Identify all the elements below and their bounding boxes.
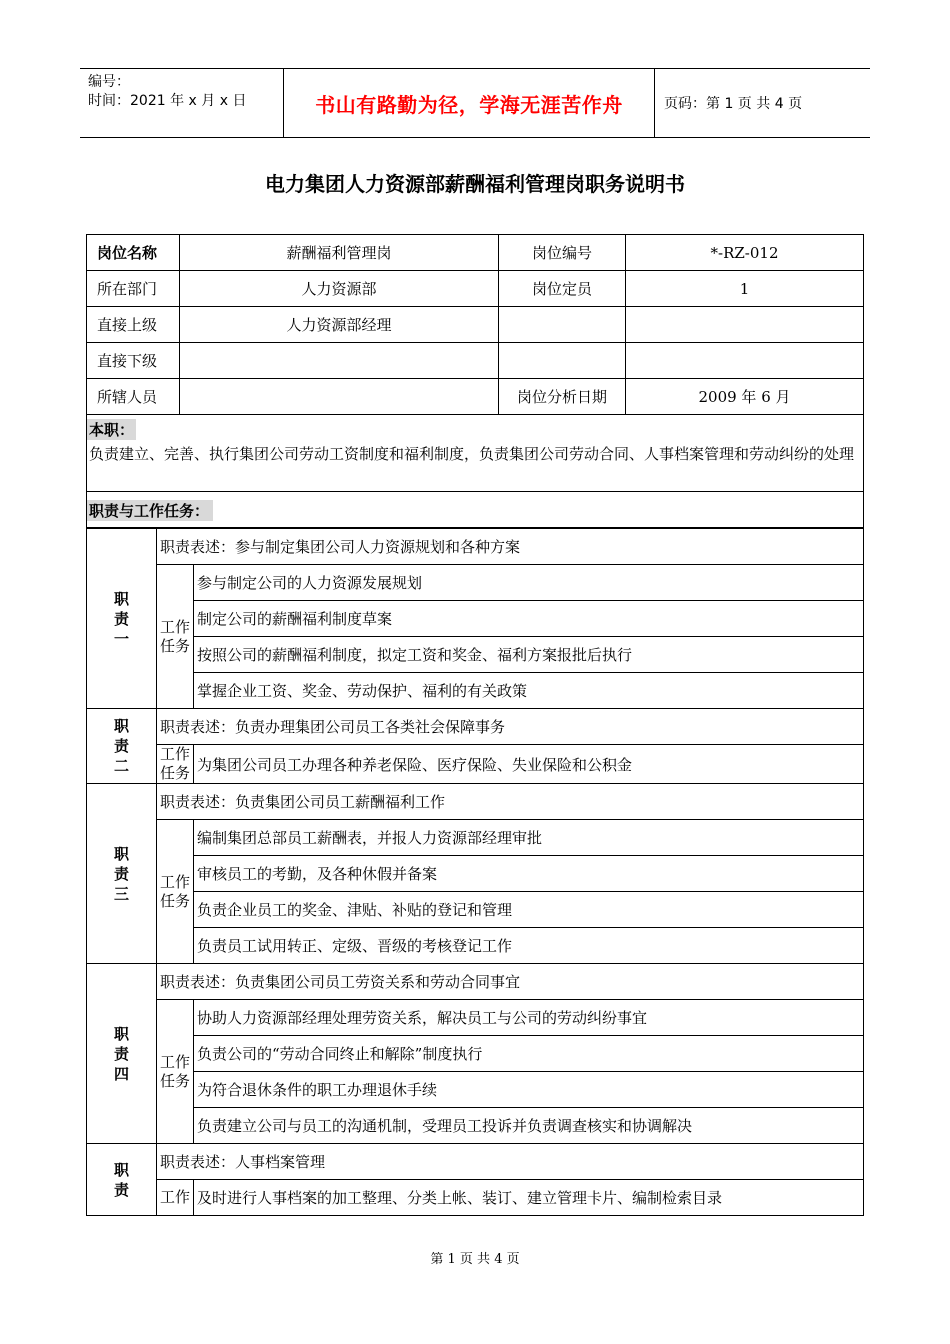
document-time: 时间：2021 年 x 月 x 日 (88, 93, 247, 109)
task-item: 参与制定公司的人力资源发展规划 (194, 565, 864, 601)
info-value: 人力资源部 (180, 271, 499, 307)
info-label (499, 307, 626, 343)
header-divider (654, 69, 655, 137)
task-item: 审核员工的考勤，及各种休假并备案 (194, 856, 864, 892)
info-label (499, 343, 626, 379)
duty-task-row (87, 565, 864, 601)
position-info-table (86, 234, 864, 415)
task-label: 工作 任务 (157, 745, 194, 784)
task-item: 制定公司的薪酬福利制度草案 (194, 601, 864, 637)
duty-task-row (87, 1108, 864, 1144)
task-item: 负责公司的“劳动合同终止和解除”制度执行 (194, 1036, 864, 1072)
header-motto: 书山有路勤为径，学海无涯苦作舟 (315, 92, 623, 117)
duty-task-row (87, 601, 864, 637)
info-label: 岗位编号 (499, 235, 626, 271)
info-row (87, 271, 864, 307)
info-value: 2009 年 6 月 (626, 379, 864, 415)
info-value: *-RZ-012 (626, 235, 864, 271)
duty-name: 职 责 四 (87, 964, 157, 1144)
info-value (626, 343, 864, 379)
info-value (626, 307, 864, 343)
info-row (87, 379, 864, 415)
task-label: 工作 任务 (157, 820, 194, 964)
duty-desc-row (87, 529, 864, 565)
task-item: 协助人力资源部经理处理劳资关系，解决员工与公司的劳动纠纷事宜 (194, 1000, 864, 1036)
duty-desc-row (87, 784, 864, 820)
duty-description: 职责表述：人事档案管理 (157, 1144, 864, 1180)
task-item: 按照公司的薪酬福利制度，拟定工资和奖金、福利方案报批后执行 (194, 637, 864, 673)
task-item: 负责员工试用转正、定级、晋级的考核登记工作 (194, 928, 864, 964)
info-row (87, 343, 864, 379)
duty-desc-row (87, 1144, 864, 1180)
job-purpose-heading: 本职： (89, 421, 135, 439)
job-purpose-text: 负责建立、完善、执行集团公司劳动工资制度和福利制度，负责集团公司劳动合同、人事档案管理和劳动纠纷的处理 (89, 445, 855, 463)
duty-task-row (87, 745, 864, 784)
info-label: 岗位分析日期 (499, 379, 626, 415)
job-purpose-section (86, 413, 864, 492)
task-item: 编制集团总部员工薪酬表，并报人力资源部经理审批 (194, 820, 864, 856)
duty-desc-row (87, 964, 864, 1000)
page-footer: 第 1 页 共 4 页 (430, 1252, 520, 1267)
duties-heading: 职责与工作任务： (87, 500, 213, 521)
task-item: 负责企业员工的奖金、津贴、补贴的登记和管理 (194, 892, 864, 928)
duty-desc-row (87, 709, 864, 745)
info-value: 1 (626, 271, 864, 307)
task-item: 负责建立公司与员工的沟通机制，受理员工投诉并负责调查核实和协调解决 (194, 1108, 864, 1144)
duty-description: 职责表述：负责集团公司员工薪酬福利工作 (157, 784, 864, 820)
duty-task-row (87, 820, 864, 856)
task-item: 为符合退休条件的职工办理退休手续 (194, 1072, 864, 1108)
duty-name: 职 责 三 (87, 784, 157, 964)
header-page-info: 页码：第 1 页 共 4 页 (664, 96, 803, 112)
task-label: 工作 任务 (157, 565, 194, 709)
duty-name: 职 责 一 (87, 529, 157, 709)
duty-description: 职责表述：参与制定集团公司人力资源规划和各种方案 (157, 529, 864, 565)
document-title: 电力集团人力资源部薪酬福利管理岗职务说明书 (265, 172, 685, 196)
info-value: 薪酬福利管理岗 (180, 235, 499, 271)
duty-name: 职 责 (87, 1144, 157, 1216)
duty-description: 职责表述：负责办理集团公司员工各类社会保障事务 (157, 709, 864, 745)
info-row (87, 307, 864, 343)
header-meta (88, 73, 284, 111)
task-label: 工作 任务 (157, 1000, 194, 1144)
task-label: 工作 (157, 1180, 194, 1216)
duty-task-row (87, 1180, 864, 1216)
info-label: 所辖人员 (87, 379, 180, 415)
duty-task-row (87, 856, 864, 892)
task-item: 为集团公司员工办理各种养老保险、医疗保险、失业保险和公积金 (194, 745, 864, 784)
task-item: 及时进行人事档案的加工整理、分类上帐、装订、建立管理卡片、编制检索目录 (194, 1180, 864, 1216)
duty-task-row (87, 928, 864, 964)
task-item: 掌握企业工资、奖金、劳动保护、福利的有关政策 (194, 673, 864, 709)
duty-task-row (87, 1036, 864, 1072)
info-value (180, 379, 499, 415)
duty-task-row (87, 1000, 864, 1036)
page-header (80, 68, 870, 138)
duty-task-row (87, 1072, 864, 1108)
duties-heading-section (86, 492, 864, 528)
document-number: 编号： (88, 74, 130, 90)
duty-task-row (87, 673, 864, 709)
info-row (87, 235, 864, 271)
duty-description: 职责表述：负责集团公司员工劳资关系和劳动合同事宜 (157, 964, 864, 1000)
info-label: 所在部门 (87, 271, 180, 307)
info-value (180, 343, 499, 379)
duty-task-row (87, 892, 864, 928)
info-label: 直接下级 (87, 343, 180, 379)
duties-table (86, 528, 864, 1216)
duty-name: 职 责 二 (87, 709, 157, 784)
info-label: 岗位名称 (87, 235, 180, 271)
info-label: 岗位定员 (499, 271, 626, 307)
info-label: 直接上级 (87, 307, 180, 343)
info-value: 人力资源部经理 (180, 307, 499, 343)
duty-task-row (87, 637, 864, 673)
